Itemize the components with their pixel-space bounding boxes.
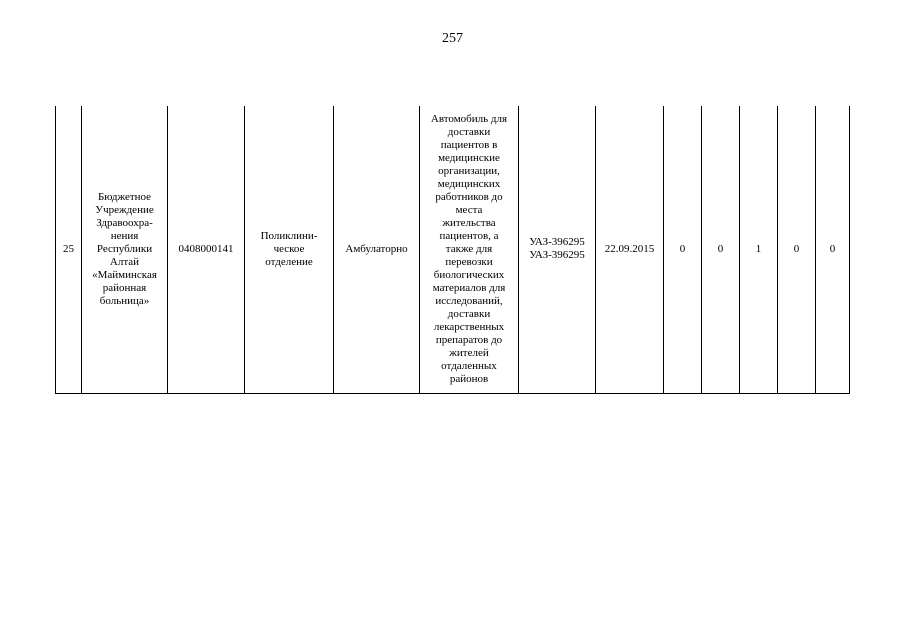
organization-cell: Бюджетное Учреждение Здравоохра- нения Республики Алтай «Майминская районная больница»	[82, 106, 168, 393]
page-number: 257	[442, 31, 463, 46]
value-cell-2: 0	[702, 106, 740, 393]
purpose-cell: Автомобиль для доставки пациентов в медицинские организации, медицинских работников до места жительства пациентов, а также для перевозки биологических материалов для исследований, доставки лекарственных препаратов до жителей отдаленных районов	[420, 106, 519, 393]
value-cell-3: 1	[740, 106, 778, 393]
code-cell: 0408000141	[168, 106, 245, 393]
table-row	[56, 106, 850, 393]
date-cell: 22.09.2015	[596, 106, 664, 393]
department-cell: Поликлини- ческое отделение	[245, 106, 334, 393]
value-cell-1: 0	[664, 106, 702, 393]
value-cell-5: 0	[816, 106, 850, 393]
care-type-cell: Амбулаторно	[334, 106, 420, 393]
row-index-cell: 25	[56, 106, 82, 393]
value-cell-4: 0	[778, 106, 816, 393]
vehicle-model-cell: УАЗ-396295 УАЗ-396295	[519, 106, 596, 393]
vehicle-table	[55, 106, 850, 394]
